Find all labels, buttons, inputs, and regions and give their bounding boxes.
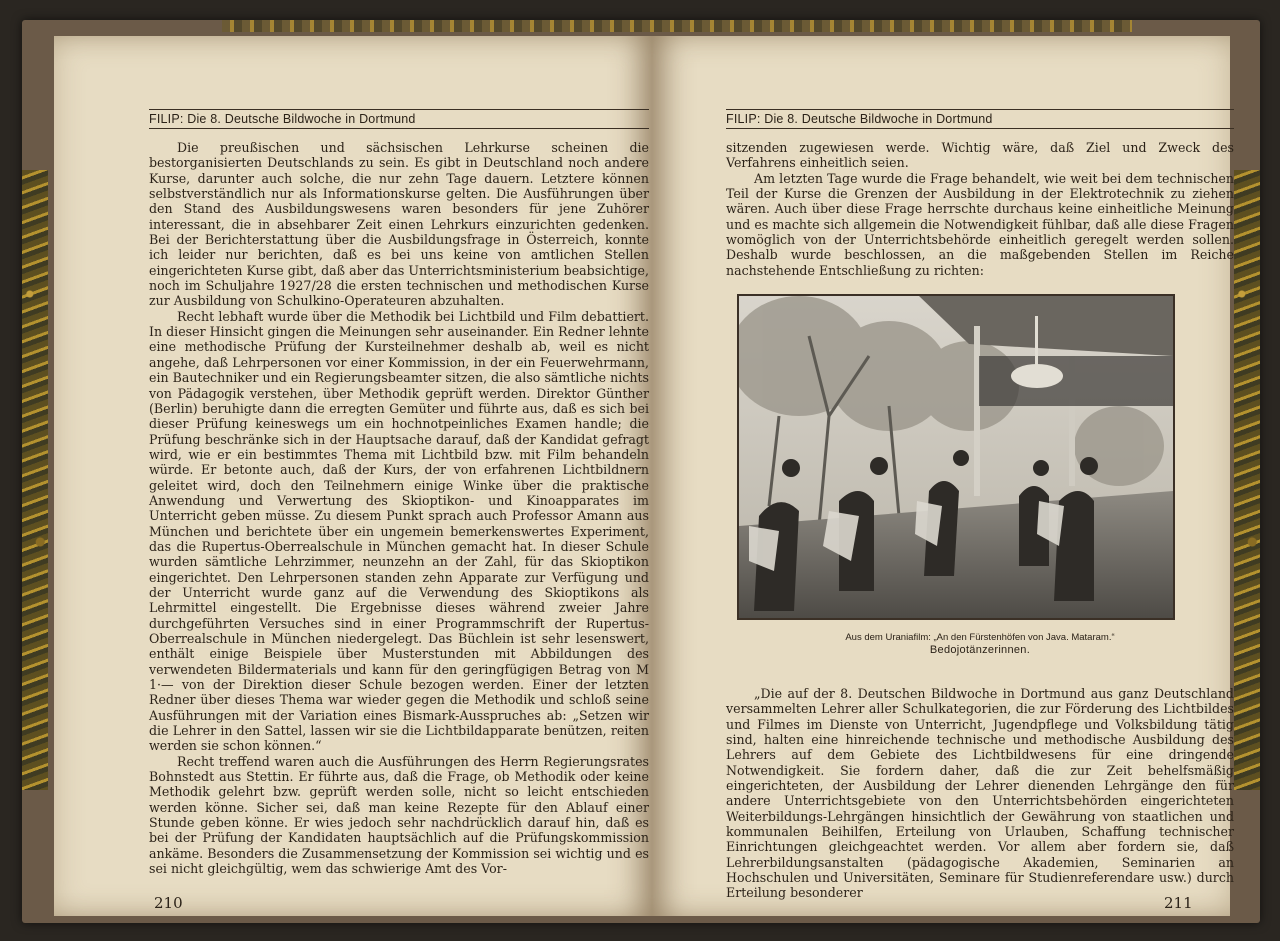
photo-caption: Aus dem Uraniafilm: „An den Fürstenhöfen von Java. Mataram.“ [845,632,1115,643]
photo-bedojo-dancers [737,294,1175,620]
marbled-edge-right [1234,170,1260,790]
running-header: FILIP: Die 8. Deutsche Bildwoche in Dortmund [726,112,1234,129]
paragraph: sitzenden zugewiesen werde. Wichtig wäre, daß Ziel und Zweck des Verfahrens einheitlich seien. [726,140,1234,171]
left-page-text [149,140,649,877]
paragraph: Am letzten Tage wurde die Frage behandelt, wie weit bei dem technischen Teil der Kurse die Grenzen der Ausbildung in der Elektrotechnik zu ziehen wären. Auch über diese Frage herrschte durchaus keine einheitliche Meinung und es machte sich allgemein die Notwendigkeit fühlbar, daß alle diese Fragen womöglich von der Unterrichtsbehörde einheitlich geregelt werden sollen. Deshalb wurde beschlossen, an die maßgebenden Stellen im Reiche nachstehende Entschließung zu richten: [726,170,1234,278]
dancers-photo-illustration [739,296,1173,618]
paragraph: Recht treffend waren auch die Ausführungen des Herrn Regierungsrates Bohnstedt aus Stettin. Er führte aus, daß die Frage, ob Methodik oder keine Methodik gelehrt bzw. geprüft werden solle, nicht so leicht entschieden werden könne. Sicher sei, daß man keine Rezepte für den Ablauf einer Stunde geben könne. Er wies jedoch sehr nachdrücklich darauf hin, daß es bei der Prüfung der Kandidaten hauptsächlich auf die Prüfungskommission ankäme. Besonders die Zusammensetzung der Kommission sei wichtig und es sei nicht gleichgültig, wem das schwierige Amt des Vor- [149,753,649,877]
right-page-text-top [726,140,1234,278]
running-header: FILIP: Die 8. Deutsche Bildwoche in Dortmund [149,112,649,129]
left-page [54,36,652,916]
right-page-text-bottom [726,686,1234,901]
paragraph: „Die auf der 8. Deutschen Bildwoche in Dortmund aus ganz Deutschland versammelten Lehrer aller Schulkategorien, die zur Förderung des Lichtbildes und Filmes im Dienste von Unterricht, Jugendpflege und Volksbildung tätig sind, halten eine hinreichende technische und methodische Ausbildung des Lehrers auf dem Gebiete des Lichtbildwesens für eine dringende Notwendigkeit. Sie fordern daher, daß die zur Zeit behelfsmäßig eingerichteten, der Ausbildung der Lehrer dienenden Lehrgänge den für andere Unterrichtsgebiete von den Unterrichtsbehörden eingerichteten Weiterbildungs-Lehrgängen hinsichtlich der Gewährung von staatlichen und kommunalen Beihilfen, Erteilung von Urlauben, Schaffung technischer Einrichtungen gleichgeachtet werden. Vor allem aber fordern sie, daß Lehrerbildungsanstalten (pädagogische Akademien, Seminarien an Hochschulen und Universitäten, Seminare für Studienreferendare usw.) durch Erteilung besonderer [726,686,1234,901]
page-number: 210 [154,894,183,912]
paragraph: Die preußischen und sächsischen Lehrkurse scheinen die bestorganisierten Deutschlands zu sein. Es gibt in Deutschland noch andere Kurse, darunter auch solche, die nur zehn Tage dauern. Letztere können selbstverständlich nur als Informationskurse gelten. Die Ausführungen über den Stand des Ausbildungswesens waren besonders für jene Zuhörer interessant, die in absehbarer Zeit einen Lehrkurs einzurichten gedenken. Bei der Berichterstattung über die Ausbildungsfrage in Österreich, konnte ich leider nur berichten, daß es bei uns keine von amtlichen Stellen eingerichteten Kurse gibt, daß aber das Unterrichtsministerium beabsichtige, noch im Schuljahre 1927/28 die ersten technischen und methodischen Kurse zur Ausbildung von Schulkino-Operateuren abzuhalten. [149,140,649,309]
paragraph: Recht lebhaft wurde über die Methodik bei Lichtbild und Film debattiert. In dieser Hinsicht gingen die Meinungen sehr auseinander. Ein Redner lehnte eine methodische Prüfung der Kursteilnehmer deshalb ab, weil es nicht angehe, daß Lehrpersonen vor einer Kommission, in der ein Feuerwehrmann, ein Bautechniker und ein Regierungsbeamter sitzen, die also sämtliche nichts von Pädagogik verstehen, über Methodik geprüft werden. Direktor Günther (Berlin) beruhigte dann die erregten Gemüter und führte aus, daß es sich bei dieser Prüfung keineswegs um ein hochnotpeinliches Examen handle; die Prüfung beschränke sich in der Hauptsache darauf, daß der Kandidat gefragt wird, wie er ein bestimmtes Thema mit Lichtbild bzw. mit Film behandeln würde. Er betonte auch, daß der Kurs, der von erfahrenen Lichtbildnern geleitet wird, doch den Teilnehmern einige Winke über die praktische Anwendung und Verwertung des Skioptikon- und Kinoapparates im Unterricht geben müsse. Zu diesem Punkt sprach auch Professor Amann aus München und berichtete über ein ungemein bemerkenswertes Experiment, das die Rupertus-Oberrealschule in München gemacht hat. In dieser Schule wurden sämtliche Lehrzimmer, neunzehn an der Zahl, für das Skioptikon eingerichtet. Den Lehrpersonen standen zehn Apparate zur Verfügung und der Unterricht wurde ganz auf die Verwendung des Skioptikons als Lehrmittel eingestellt. Die Ergebnisse dieses während zweier Jahre durchgeführten Versuches sind in einer Programmschrift der Rupertus-Oberrealschule in München niedergelegt. Das Büchlein ist sehr lesenswert, enthält einige Beispiele über Musterstunden mit Abbildungen des verwendeten Bildermaterials und kann für den geringfügigen Betrag von M 1·— von der Direktion dieser Schule bezogen werden. Einer der letzten Redner über dieses Thema war wieder gegen die Methodik und schloß seine Ausführungen mit der Variation eines Bismark-Ausspruches ab: „Setzen wir die Lehrer in den Sattel, lassen wir sie die Lichtbildapparate benützen, reiten werden sie schon können.“ [149,308,649,754]
marbled-edge-left [22,170,48,790]
open-book [22,20,1260,923]
photo-subcaption: Bedojotänzerinnen. [929,644,1031,656]
page-number: 211 [1164,894,1193,912]
marbled-edge-top [222,20,1132,32]
right-page [652,36,1234,916]
